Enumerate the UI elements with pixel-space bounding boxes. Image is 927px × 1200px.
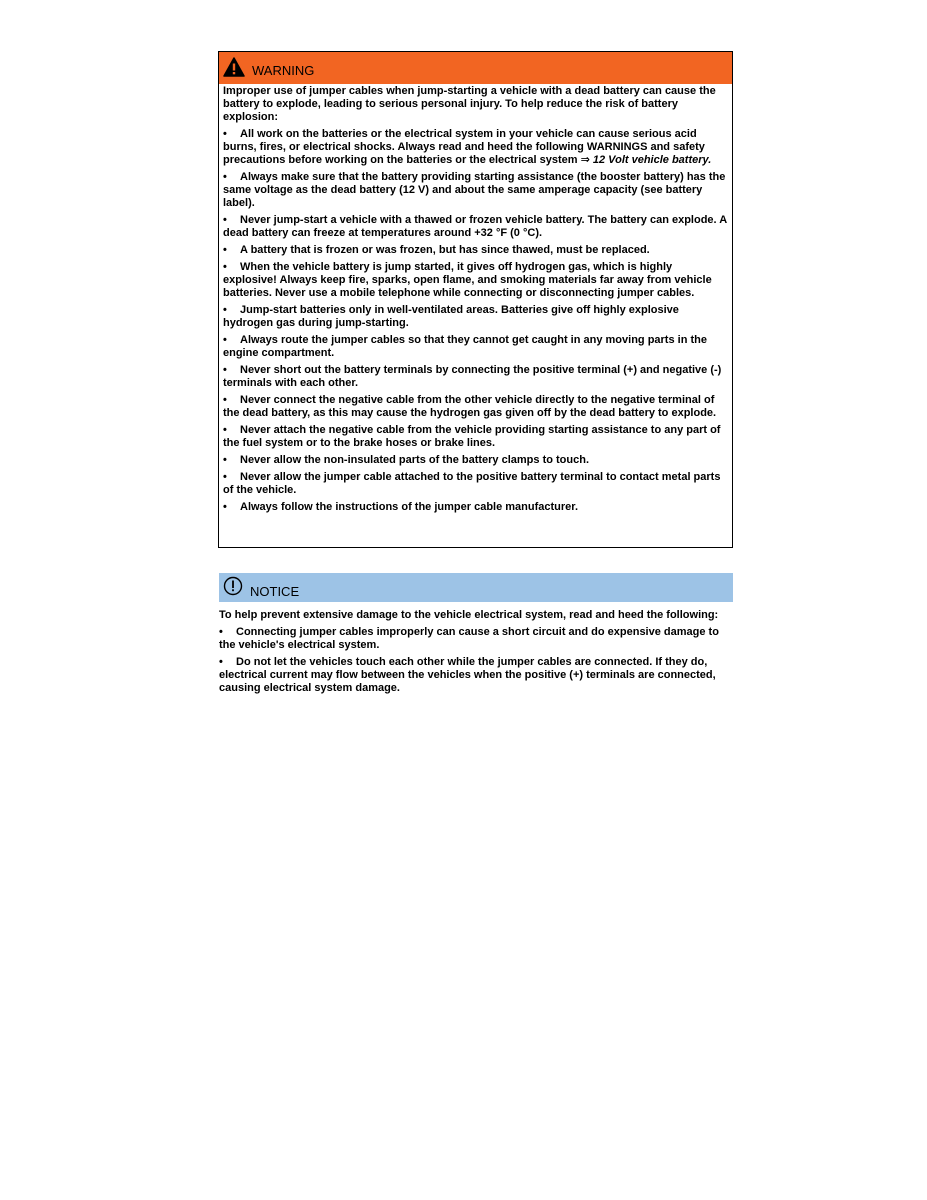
warning-item bbox=[223, 128, 728, 167]
warning-item-text: Always make sure that the battery providing starting assistance (the booster battery) has the same voltage as the dead battery (12 V) and about the same amperage capacity (see battery label). bbox=[223, 171, 726, 209]
warning-header bbox=[219, 52, 732, 84]
warning-item-text: Never allow the jumper cable attached to the positive battery terminal to contact metal parts of the vehicle. bbox=[223, 471, 721, 496]
warning-item-text: Always route the jumper cables so that they cannot get caught in any moving parts in the engine compartment. bbox=[223, 334, 707, 359]
warning-item bbox=[223, 261, 728, 300]
warning-triangle-icon bbox=[223, 57, 245, 77]
warning-box bbox=[218, 51, 733, 548]
warning-item-text: When the vehicle battery is jump started, it gives off hydrogen gas, which is highly explosive! Always keep fire, sparks, open flame, and smoking materials far away from vehicle batteries. Never use a mobile telephone while connecting or disconnecting jumper cables. bbox=[223, 261, 712, 299]
bullet: • bbox=[223, 244, 227, 256]
bullet: • bbox=[223, 171, 227, 183]
warning-item bbox=[223, 334, 728, 360]
notice-title: NOTICE bbox=[250, 584, 300, 599]
warning-item bbox=[223, 424, 728, 450]
notice-item-text: Do not let the vehicles touch each other while the jumper cables are connected. If they do, electrical current may flow between the vehicles when the positive (+) terminals are connected, causing electrical system damage. bbox=[219, 656, 716, 694]
bullet: • bbox=[223, 128, 227, 140]
notice-body bbox=[219, 609, 735, 699]
warning-item-text: Never jump-start a vehicle with a thawed or frozen vehicle battery. The battery can explode. A dead battery can freeze at temperatures around +32 °F (0 °C). bbox=[223, 214, 727, 239]
warning-item bbox=[223, 454, 728, 467]
bullet: • bbox=[223, 394, 227, 406]
warning-item-text: Never short out the battery terminals by connecting the positive terminal (+) and negative (-) terminals with each other. bbox=[223, 364, 722, 389]
bullet: • bbox=[219, 626, 223, 638]
warning-item bbox=[223, 171, 728, 210]
bullet: • bbox=[223, 214, 227, 226]
bullet: • bbox=[219, 656, 223, 668]
warning-item bbox=[223, 471, 728, 497]
warning-item bbox=[223, 394, 728, 420]
warning-item bbox=[223, 364, 728, 390]
bullet: • bbox=[223, 261, 227, 273]
warning-item bbox=[223, 501, 728, 514]
warning-item-text: Never allow the non-insulated parts of the battery clamps to touch. bbox=[240, 454, 589, 466]
warning-body bbox=[219, 84, 732, 514]
notice-item bbox=[219, 626, 735, 652]
warning-item-text: A battery that is frozen or was frozen, but has since thawed, must be replaced. bbox=[240, 244, 650, 256]
notice-intro: To help prevent extensive damage to the vehicle electrical system, read and heed the following: bbox=[219, 609, 719, 621]
notice-item bbox=[219, 656, 735, 695]
warning-item-text: Never attach the negative cable from the vehicle providing starting assistance to any part of the fuel system or to the brake hoses or brake lines. bbox=[223, 424, 721, 449]
exclamation-circle-icon bbox=[223, 576, 243, 596]
warning-item-text: Jump-start batteries only in well-ventilated areas. Batteries give off highly explosive hydrogen gas during jump-starting. bbox=[223, 304, 679, 329]
bullet: • bbox=[223, 424, 227, 436]
warning-item-text: All work on the batteries or the electrical system in your vehicle can cause serious acid burns, fires, or electrical shocks. Always read and heed the following WARNINGS and safety precautions before working on the batteries or the electrical system ⇒ bbox=[223, 128, 705, 166]
warning-intro: Improper use of jumper cables when jump-starting a vehicle with a dead battery can cause the battery to explode, leading to serious personal injury. To help reduce the risk of battery explosion: bbox=[223, 85, 716, 123]
notice-header bbox=[219, 573, 733, 602]
warning-item bbox=[223, 244, 728, 257]
bullet: • bbox=[223, 304, 227, 316]
bullet: • bbox=[223, 364, 227, 376]
bullet: • bbox=[223, 454, 227, 466]
bullet: • bbox=[223, 471, 227, 483]
warning-item-text: Always follow the instructions of the jumper cable manufacturer. bbox=[240, 501, 579, 513]
bullet: • bbox=[223, 501, 227, 513]
warning-item-text: Never connect the negative cable from the other vehicle directly to the negative terminal of the dead battery, as this may cause the hydrogen gas given off by the dead battery to explode. bbox=[223, 394, 717, 419]
warning-item bbox=[223, 214, 728, 240]
warning-title: WARNING bbox=[252, 63, 315, 78]
cross-reference-link[interactable]: 12 Volt vehicle battery. bbox=[592, 154, 712, 166]
notice-item-text: Connecting jumper cables improperly can cause a short circuit and do expensive damage to the vehicle's electrical system. bbox=[219, 626, 719, 651]
warning-item bbox=[223, 304, 728, 330]
bullet: • bbox=[223, 334, 227, 346]
